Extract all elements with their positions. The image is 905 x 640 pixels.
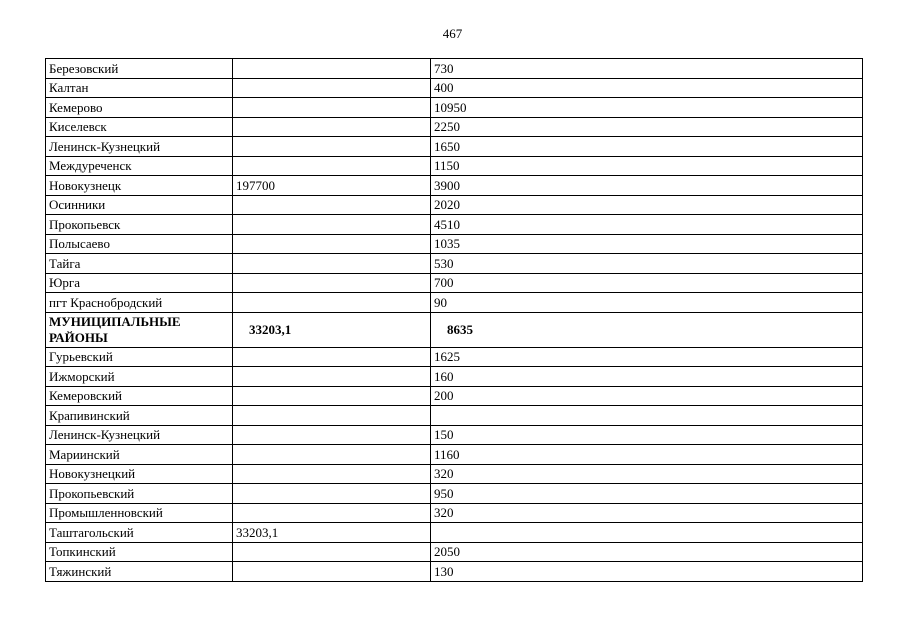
cell-value-b: 700: [431, 273, 863, 293]
cell-name: Березовский: [46, 59, 233, 79]
cell-value-a: [233, 406, 431, 426]
cell-value-a: [233, 293, 431, 313]
cell-value-b: 2250: [431, 117, 863, 137]
cell-value-a: [233, 367, 431, 387]
cell-value-b: 530: [431, 254, 863, 274]
table-row: [46, 78, 863, 98]
cell-value-b: 160: [431, 367, 863, 387]
cell-value-b: 8635: [431, 312, 863, 347]
table-row: [46, 406, 863, 426]
cell-value-b: 2020: [431, 195, 863, 215]
cell-name: Гурьевский: [46, 347, 233, 367]
cell-value-a: [233, 273, 431, 293]
cell-value-a: [233, 215, 431, 235]
cell-name: Прокопьевск: [46, 215, 233, 235]
cell-value-b: 1035: [431, 234, 863, 254]
cell-name: Мариинский: [46, 445, 233, 465]
cell-value-b: 320: [431, 503, 863, 523]
cell-value-a: [233, 503, 431, 523]
table-row: [46, 176, 863, 196]
page-number: 467: [442, 26, 463, 41]
table-row: [46, 215, 863, 235]
cell-name: Новокузнецкий: [46, 464, 233, 484]
cell-value-a: [233, 234, 431, 254]
table-row: [46, 254, 863, 274]
cell-value-b: 1160: [431, 445, 863, 465]
cell-value-a: [233, 484, 431, 504]
cell-value-b: 200: [431, 386, 863, 406]
cell-value-a: [233, 254, 431, 274]
cell-name: Топкинский: [46, 542, 233, 562]
cell-name: Кемеровский: [46, 386, 233, 406]
table-row: [46, 156, 863, 176]
table-row: [46, 98, 863, 118]
cell-value-b: 950: [431, 484, 863, 504]
cell-name: Калтан: [46, 78, 233, 98]
cell-value-a: [233, 347, 431, 367]
section-row: [46, 312, 863, 347]
table-row: [46, 273, 863, 293]
cell-name: пгт Краснобродский: [46, 293, 233, 313]
cell-value-b: 1650: [431, 137, 863, 157]
cell-value-b: 150: [431, 425, 863, 445]
cell-name: Новокузнецк: [46, 176, 233, 196]
cell-value-b: 130: [431, 562, 863, 582]
cell-value-a: [233, 445, 431, 465]
cell-name: Киселевск: [46, 117, 233, 137]
cell-name: Ленинск-Кузнецкий: [46, 425, 233, 445]
cell-value-a: [233, 137, 431, 157]
cell-value-a: [233, 156, 431, 176]
cell-name: Ижморский: [46, 367, 233, 387]
table-row: [46, 484, 863, 504]
cell-value-b: 400: [431, 78, 863, 98]
cell-value-b: 4510: [431, 215, 863, 235]
table-row: [46, 234, 863, 254]
cell-value-a: [233, 425, 431, 445]
cell-value-b: 320: [431, 464, 863, 484]
cell-value-a: [233, 59, 431, 79]
data-table: [45, 58, 863, 582]
cell-value-a: [233, 386, 431, 406]
cell-name: Полысаево: [46, 234, 233, 254]
table-row: [46, 293, 863, 313]
cell-value-a: [233, 542, 431, 562]
cell-value-b: 2050: [431, 542, 863, 562]
cell-value-b: 3900: [431, 176, 863, 196]
cell-name: Междуреченск: [46, 156, 233, 176]
cell-value-a: 197700: [233, 176, 431, 196]
cell-value-b: [431, 523, 863, 543]
cell-value-a: [233, 562, 431, 582]
cell-value-b: [431, 406, 863, 426]
cell-value-b: 1625: [431, 347, 863, 367]
table-row: [46, 59, 863, 79]
table-row: [46, 562, 863, 582]
table-row: [46, 445, 863, 465]
table-row: [46, 503, 863, 523]
cell-name: Тяжинский: [46, 562, 233, 582]
cell-value-a: [233, 98, 431, 118]
cell-value-b: 730: [431, 59, 863, 79]
cell-value-a: [233, 78, 431, 98]
cell-value-a: [233, 117, 431, 137]
table-row: [46, 464, 863, 484]
cell-name: Крапивинский: [46, 406, 233, 426]
table-row: [46, 542, 863, 562]
cell-name: Кемерово: [46, 98, 233, 118]
table-body: [46, 59, 863, 582]
cell-name: Таштагольский: [46, 523, 233, 543]
table-row: [46, 347, 863, 367]
cell-name: Ленинск-Кузнецкий: [46, 137, 233, 157]
cell-value-b: 1150: [431, 156, 863, 176]
table-row: [46, 117, 863, 137]
cell-name: Осинники: [46, 195, 233, 215]
cell-name: Промышленновский: [46, 503, 233, 523]
cell-name: Прокопьевский: [46, 484, 233, 504]
cell-value-b: 90: [431, 293, 863, 313]
cell-value-a: 33203,1: [233, 523, 431, 543]
table-row: [46, 367, 863, 387]
cell-name: Юрга: [46, 273, 233, 293]
cell-name: МУНИЦИПАЛЬНЫЕ РАЙОНЫ: [46, 312, 233, 347]
table-row: [46, 425, 863, 445]
cell-name: Тайга: [46, 254, 233, 274]
table-row: [46, 195, 863, 215]
cell-value-b: 10950: [431, 98, 863, 118]
table-row: [46, 137, 863, 157]
table-row: [46, 386, 863, 406]
cell-value-a: [233, 464, 431, 484]
cell-value-a: [233, 195, 431, 215]
table-row: [46, 523, 863, 543]
cell-value-a: 33203,1: [233, 312, 431, 347]
